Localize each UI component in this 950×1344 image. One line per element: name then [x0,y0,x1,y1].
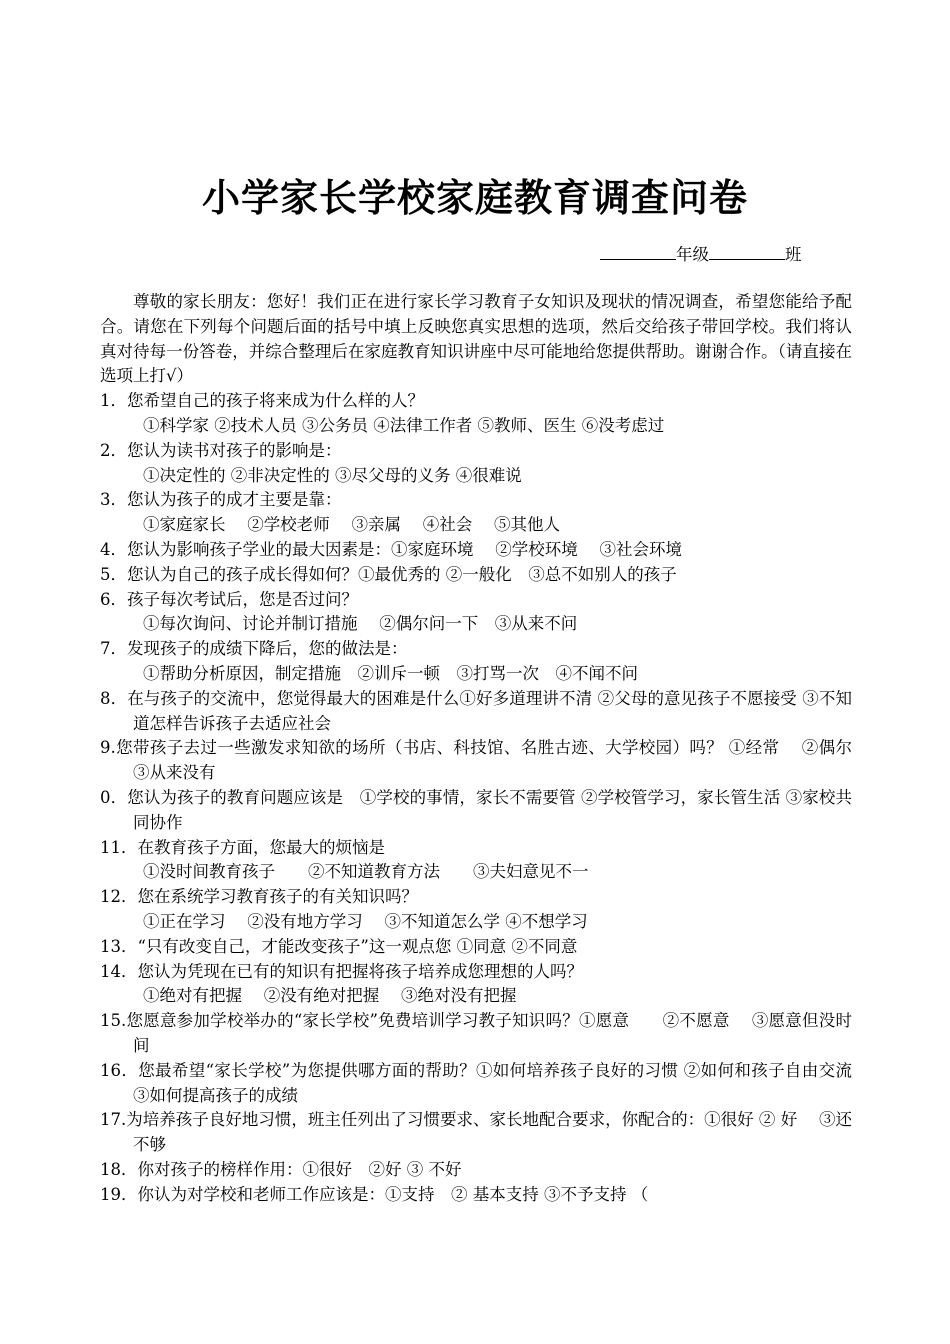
question-4[interactable]: 4．您认为影响孩子学业的最大因素是：①家庭环境 ②学校环境 ③社会环境 [100,539,682,559]
question-2-options[interactable]: ①决定性的 ②非决定性的 ③尽父母的义务 ④很难说 [143,465,522,485]
question-3-options[interactable]: ①家庭家长 ②学校老师 ③亲属 ④社会 ⑤其他人 [143,515,560,535]
page-title: 小学家长学校家庭教育调查问卷 [201,176,748,220]
questionnaire-body [100,290,874,1207]
question-1: 1．您希望自己的孩子将来成为什么样的人？ [100,391,424,411]
question-3: 3．您认为孩子的成才主要是靠： [100,490,342,510]
class-label: 班 [785,245,802,264]
question-14: 14．您认为凭现在已有的知识有把握将孩子培养成您理想的人吗？ [100,961,583,981]
grade-label: 年级 [676,245,709,264]
question-16[interactable]: 16．您最希望“家长学校”为您提供哪方面的帮助？①如何培养孩子良好的习惯 ②如何和孩子自由交流 ③如何提高孩子的成绩 [100,1060,869,1105]
grade-class-line [600,244,840,266]
question-2: 2．您认为读书对孩子的影响是： [100,440,342,460]
question-10[interactable]: 0．您认为孩子的教育问题应该是 ①学校的事情，家长不需要管 ②学校管学习，家长管生活 ③家校共同协作 [100,787,852,832]
question-6-options[interactable]: ①每次询问、讨论并制订措施 ②偶尔问一下 ③从来不问 [143,614,578,634]
question-1-options[interactable]: ①科学家 ②技术人员 ③公务员 ④法律工作者 ⑤教师、医生 ⑥没考虑过 [143,415,665,435]
class-blank[interactable] [709,244,785,260]
question-11: 11．在教育孩子方面，您最大的烦恼是 [100,837,385,857]
question-8[interactable]: 8．在与孩子的交流中，您觉得最大的困难是什么①好多道理讲不清 ②父母的意见孩子不愿接受 ③不知道怎样告诉孩子去适应社会 [100,688,852,733]
question-18[interactable]: 18．你对孩子的榜样作用：①很好 ②好 ③ 不好 [100,1159,462,1179]
question-7: 7．发现孩子的成绩下降后，您的做法是： [100,639,408,659]
question-15[interactable]: 15.您愿意参加学校举办的“家长学校”免费培训学习教子知识吗？①愿意 ②不愿意 ③愿意但没时间 [100,1011,852,1055]
grade-blank[interactable] [600,244,676,260]
question-19[interactable]: 19．你认为对学校和老师工作应该是：①支持 ② 基本支持 ③不予支持 （ [100,1184,649,1204]
question-11-options[interactable]: ①没时间教育孩子 ②不知道教育方法 ③夫妇意见不一 [143,862,589,882]
question-7-options[interactable]: ①帮助分析原因，制定措施 ②训斥一顿 ③打骂一次 ④不闻不问 [143,663,638,683]
intro-paragraph: 尊敬的家长朋友：您好！我们正在进行家长学习教育子女知识及现状的情况调查，希望您能给予配合。请您在下列每个问题后面的括号中填上反映您真实思想的选项，然后交给孩子带回学校。我们将认真对待每一份答卷，并综合整理后在家庭教育知识讲座中尽可能地给您提供帮助。谢谢合作。（请直接在选项上打√） [100,292,852,386]
question-6: 6．孩子每次考试后，您是否过问？ [100,589,358,609]
question-5[interactable]: 5．您认为自己的孩子成长得如何？①最优秀的 ②一般化 ③总不如别人的孩子 [100,564,677,584]
question-12-options[interactable]: ①正在学习 ②没有地方学习 ③不知道怎么学 ④不想学习 [143,911,588,931]
question-12: 12．您在系统学习教育孩子的有关知识吗？ [100,887,418,907]
question-13[interactable]: 13．“只有改变自己，才能改变孩子”这一观点您 ①同意 ②不同意 [100,936,578,956]
question-9[interactable]: 9.您带孩子去过一些激发求知欲的场所（书店、科技馆、名胜古迹、大学校园）吗？ ①经常 ②偶尔 ③从来没有 [100,738,874,783]
question-14-options[interactable]: ①绝对有把握 ②没有绝对把握 ③绝对没有把握 [143,986,517,1006]
question-17[interactable]: 17.为培养孩子良好地习惯，班主任列出了习惯要求、家长地配合要求，你配合的：①很好 ② 好 ③还不够 [100,1110,852,1155]
